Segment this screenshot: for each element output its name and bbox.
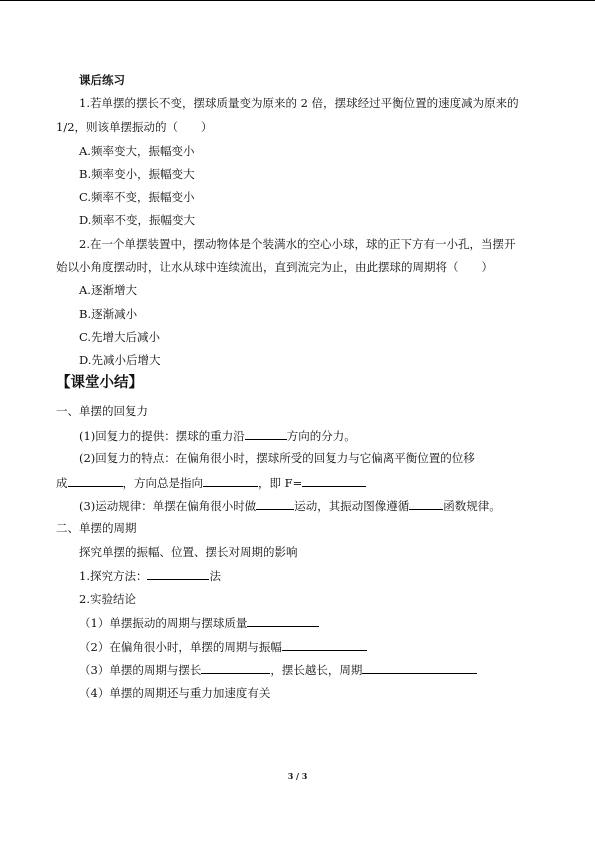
feature-text-a: 成 [56, 476, 68, 490]
section-2-title: 二、单摆的周期 [56, 521, 137, 535]
question-2-option-d: D.先减小后增大 [79, 353, 161, 367]
restoring-force-source [79, 428, 356, 443]
conclusion-4: （4）单摆的周期还与重力加速度有关 [79, 686, 271, 700]
motion-law [79, 498, 501, 513]
motion-law-text-b: 运动，其振动图像遵循 [294, 499, 410, 513]
top-rule [0, 0, 595, 1]
question-1-line-1: 1.若单摆的摆长不变，摆球质量变为原来的 2 倍，摆球经过平衡位置的速度减为原来的 [79, 96, 519, 110]
question-2-line-1: 2.在一个单摆装置中，摆动物体是个装满水的空心小球，球的正下方有一小孔，当摆开 [79, 237, 516, 251]
question-2-option-b: B.逐渐减小 [79, 307, 138, 321]
question-1-option-b: B.频率变小，振幅变大 [79, 167, 195, 181]
answer-blank[interactable] [247, 615, 319, 627]
conclusion-3 [79, 662, 477, 677]
question-1-option-c: C.频率不变，振幅变小 [79, 190, 195, 204]
conclusion-3-text-b: ，摆长越长，周期 [270, 663, 363, 677]
feature-text-b: ，方向总是指向 [122, 476, 203, 490]
method-text-b: 法 [209, 569, 221, 583]
question-1-line-2: 1/2，则该单摆振动的（ ） [56, 120, 213, 134]
answer-blank[interactable] [256, 498, 294, 510]
conclusion-2-text: （2）在偏角很小时，单摆的周期与振幅 [79, 640, 282, 654]
question-1-option-a: A.频率变大，振幅变小 [79, 144, 195, 158]
feature-text-c: ，即 F= [258, 476, 303, 490]
answer-blank[interactable] [203, 475, 258, 487]
page-number: 3 / 3 [287, 771, 308, 781]
answer-blank[interactable] [302, 475, 366, 487]
conclusion-1-text: （1）单摆振动的周期与摆球质量 [79, 616, 248, 630]
answer-blank[interactable] [409, 498, 443, 510]
answer-blank[interactable] [362, 662, 477, 674]
answer-blank[interactable] [282, 639, 367, 651]
section-1-title: 一、单摆的回复力 [56, 404, 148, 418]
question-2-option-a: A.逐渐增大 [79, 283, 137, 297]
conclusion-2 [79, 639, 367, 654]
restoring-force-feature-line-1: (2)回复力的特点：在偏角很小时，摆球所受的回复力与它偏离平衡位置的位移 [79, 451, 475, 465]
answer-blank[interactable] [147, 568, 209, 580]
motion-law-text-a: (3)运动规律：单摆在偏角很小时做 [79, 499, 257, 513]
experiment-conclusion-title: 2.实验结论 [79, 592, 136, 606]
motion-law-text-c: 函数规律。 [443, 499, 501, 513]
method-line [79, 568, 221, 583]
conclusion-3-text-a: （3）单摆的周期与摆长 [79, 663, 202, 677]
exercise-heading: 课后练习 [79, 73, 125, 87]
restoring-force-feature-line-2 [56, 475, 366, 490]
answer-blank[interactable] [245, 428, 287, 440]
restoring-force-source-text-a: (1)回复力的提供：摆球的重力沿 [79, 429, 245, 443]
summary-heading: 【课堂小结】 [56, 374, 143, 391]
method-text-a: 1.探究方法： [79, 569, 148, 583]
section-2-intro: 探究单摆的振幅、位置、摆长对周期的影响 [79, 545, 298, 559]
answer-blank[interactable] [68, 475, 123, 487]
answer-blank[interactable] [201, 662, 270, 674]
restoring-force-source-text-b: 方向的分力。 [286, 429, 356, 443]
conclusion-1 [79, 615, 319, 630]
question-2-line-2: 始以小角度摆动时，让水从球中连续流出，直到流完为止，由此摆球的周期将（ ） [56, 260, 493, 274]
question-2-option-c: C.先增大后减小 [79, 330, 161, 344]
question-1-option-d: D.频率不变，振幅变大 [79, 213, 195, 227]
